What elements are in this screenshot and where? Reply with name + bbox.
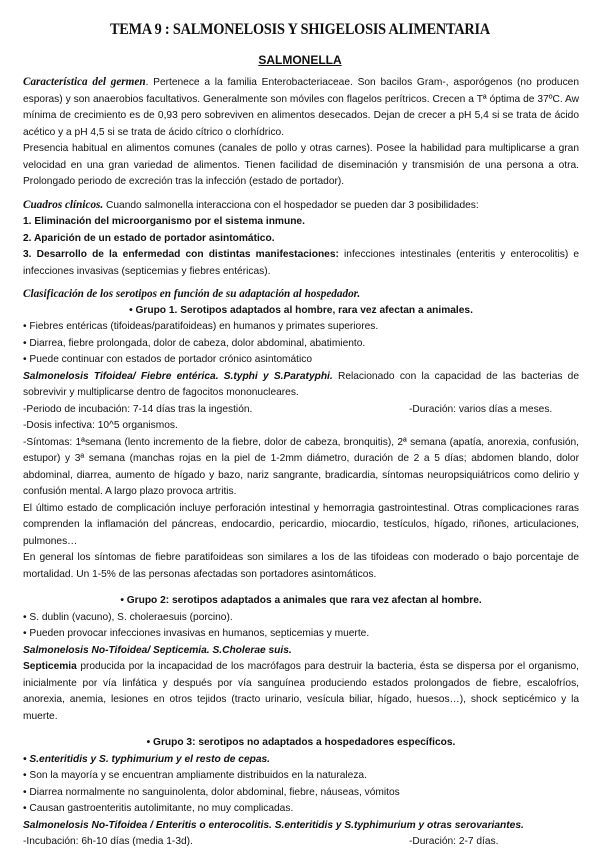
grupo1-sintomas: -Síntomas: 1ªsemana (lento incremento de la fiebre, dolor de cabeza, bronquitis), 2ª semana (apatía, anorexia, confusión, estupor) y 3ª semana (manchas rojas en la piel de 1-2mm diámetro, duración de 2 a 5 días; abdomen blando, dolor abdominal, diarrea, aumento de hígado y bazo, nariz sangrante, bradicardia, síntomas neuropsiquiátricos como delirio y confusión mental. A largo plazo provoca artritis. bbox=[23, 436, 579, 497]
grupo3-bullet-bold: • S.enteritidis y S. typhimurium y el resto de cepas. bbox=[23, 753, 271, 765]
cuadros-heading: Cuadros clínicos. bbox=[23, 198, 104, 211]
grupo3-duracion: -Duración: 2-7 días. bbox=[409, 836, 499, 847]
grupo1-salmonelosis-text: Relacionado con la capacidad de las bacterias de sobrevivir y multiplicarse dentro de fagocitos mononucleares. bbox=[23, 370, 580, 398]
grupo1-dosis: -Dosis infectiva: 10^5 organismos. bbox=[23, 420, 178, 431]
grupo1-bullet: • Puede continuar con estados de portador crónico asintomático bbox=[23, 354, 312, 365]
grupo3-bullet: • Diarrea normalmente no sanguinolenta, dolor abdominal, fiebre, náuseas, vómitos bbox=[23, 786, 400, 798]
cuadros-item-3-bold: 3. Desarrollo de la enfermedad con distintas manifestaciones: bbox=[23, 249, 339, 260]
cuadros-intro: Cuando salmonella interacciona con el hospedador se pueden dar 3 posibilidades: bbox=[103, 199, 479, 211]
caracteristica-heading: Característica del germen bbox=[23, 76, 146, 88]
cuadros-item-1: 1. Eliminación del microorganismo por el sistema inmune. bbox=[23, 216, 305, 227]
grupo2-septicemia bbox=[23, 659, 579, 725]
presencia-paragraph: Presencia habitual en alimentos comunes (canales de pollo y otras carnes). Posee la habilidad para multiplicarse a gran velocidad en una gran variedad de alimentos. Tienen facilidad de diseminación y transmisión de una persona a otra. Prolongado periodo de excreción tras la infección (estado de portador). bbox=[23, 143, 579, 187]
grupo1-salmonelosis bbox=[23, 369, 579, 402]
grupo2-bullet: • S. dublin (vacuno), S. choleraesuis (porcino). bbox=[23, 611, 233, 623]
grupo2-heading: • Grupo 2: serotipos adaptados a animales que rara vez afectan al hombre. bbox=[120, 595, 482, 606]
grupo2-septicemia-text: producida por la incapacidad de los macrófagos para destruir la bacteria, ésta se dispersa por el organismo, inicialmente por vía linfática y después por vía sanguínea produciendo estados prolongados de fiebre, escalofríos, anorexia, anemia, lesiones en otros tejidos (tracto urinario, vesícula biliar, hígado, huesos…), shock septicémico y la muerte. bbox=[23, 661, 579, 722]
grupo3-heading: • Grupo 3: serotipos no adaptados a hospedadores específicos. bbox=[146, 737, 456, 748]
section-subtitle: SALMONELLA bbox=[258, 53, 342, 67]
caracteristica-text: . Pertenece a la familia Enterobacteriaceae. Son bacilos Gram-, asporógenos (no producen esporas) y son anaerobios facultativos. Generalmente son móviles con flagelos perítricos. Crecen a Tª óptima de 37ºC. Aw mínima de crecimiento es de 0,93 pero sobreviven en alimentos desecados. Dejan de crecer a pH 5,4 si se trata de ácido acético y a pH 4,5 si se trata de ácido cítrico o clorhídrico. bbox=[23, 77, 580, 138]
grupo1-incubacion-row bbox=[23, 402, 579, 419]
grupo3-incubacion: -Incubación: 6h-10 días (media 1-3d). bbox=[23, 836, 193, 847]
grupo2-septicemia-bold: Septicemia bbox=[23, 661, 77, 672]
cuadros-item-3 bbox=[23, 247, 579, 280]
caracteristica-paragraph bbox=[23, 74, 579, 141]
grupo1-duracion: -Duración: varios días a meses. bbox=[409, 403, 553, 415]
cuadros-paragraph bbox=[23, 197, 579, 215]
clasificacion-heading: Clasificación de los serotipos en función de su adaptación al hospedador. bbox=[23, 288, 361, 300]
grupo1-complicacion: El último estado de complicación incluye perforación intestinal y hemorragia gastrointestinal. Otras complicaciones raras comprenden la inflamación del páncreas, endocardio, pericardio, miocardio, testículos, hígado, riñones, articulaciones, pulmones… bbox=[23, 502, 579, 547]
grupo1-salmonelosis-title: Salmonelosis Tifoidea/ Fiebre entérica. S.typhi y S.Paratyphi. bbox=[23, 370, 333, 382]
grupo1-general: En general los síntomas de fiebre paratifoideas son similares a los de las tifoideas con moderado o bajo porcentaje de mortalidad. Un 1-5% de las personas afectadas son portadores asintomáticos. bbox=[23, 552, 579, 580]
grupo2-bullet: • Pueden provocar infecciones invasivas en humanos, septicemias y muerte. bbox=[23, 628, 370, 639]
grupo2-salmonelosis: Salmonelosis No-Tifoidea/ Septicemia. S.Cholerae suis. bbox=[23, 644, 292, 656]
grupo3-bullet: • Causan gastroenteritis autolimitante, no muy complicadas. bbox=[23, 803, 294, 814]
cuadros-item-3-text: infecciones intestinales (enteritis y enterocolitis) e infecciones invasivas (septicemias y fiebres entéricas). bbox=[23, 249, 580, 277]
cuadros-item-2: 2. Aparición de un estado de portador asintomático. bbox=[23, 232, 275, 244]
grupo1-incubacion: -Periodo de incubación: 7-14 días tras la ingestión. bbox=[23, 403, 253, 415]
grupo3-bullet: • Son la mayoría y se encuentran ampliamente distribuidos en la naturaleza. bbox=[23, 770, 367, 781]
grupo1-heading: • Grupo 1. Serotipos adaptados al hombre, rara vez afectan a animales. bbox=[129, 304, 473, 316]
page-title: TEMA 9 : SALMONELOSIS Y SHIGELOSIS ALIMENTARIA bbox=[109, 21, 491, 38]
grupo3-incubacion-row bbox=[23, 834, 579, 851]
grupo3-salmonelosis: Salmonelosis No-Tifoidea / Enteritis o enterocolitis. S.enteritidis y S.typhimurium y otras serovariantes. bbox=[23, 819, 524, 831]
grupo1-bullet: • Fiebres entéricas (tifoideas/paratifoideas) en humanos y primates superiores. bbox=[23, 321, 379, 332]
document-body bbox=[23, 74, 579, 851]
grupo1-bullet: • Diarrea, fiebre prolongada, dolor de cabeza, dolor abdominal, abatimiento. bbox=[23, 337, 366, 349]
